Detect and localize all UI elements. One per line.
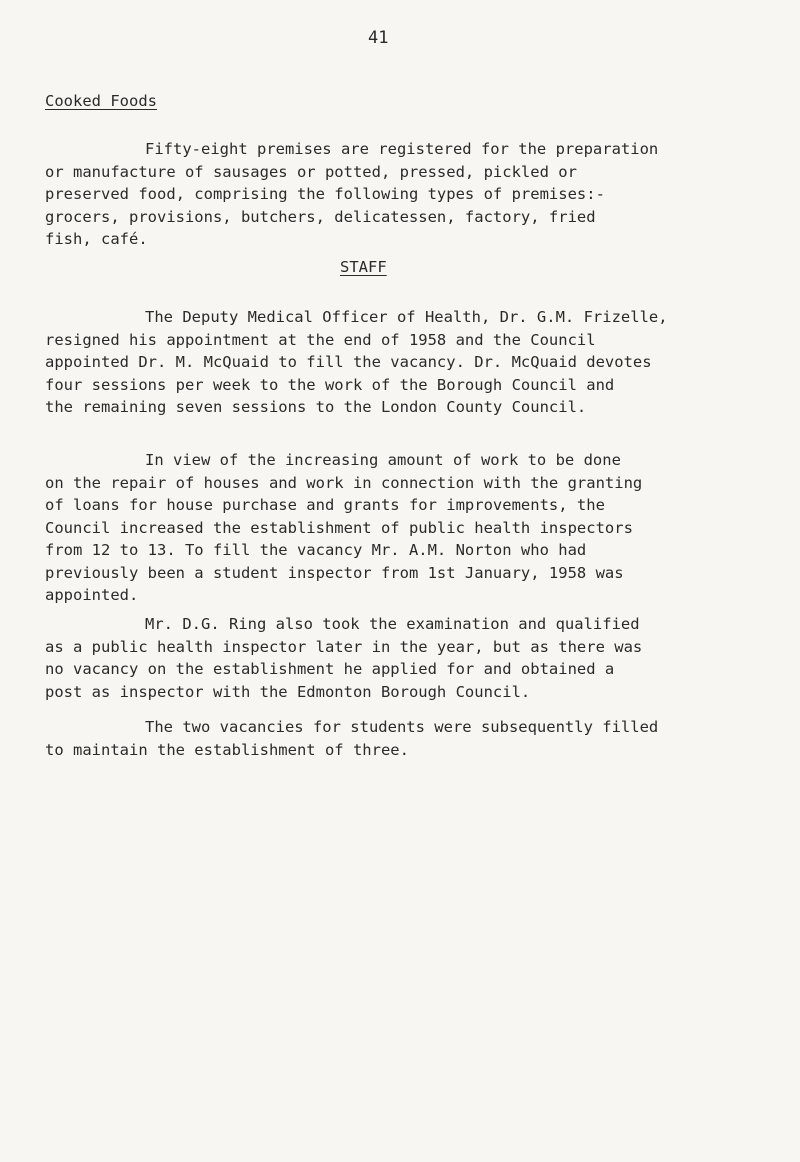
- paragraph-staff-students: The two vacancies for students were subsequently filled to maintain the establishment of three.: [45, 718, 659, 759]
- paragraph-staff-deputy-moh: The Deputy Medical Officer of Health, Dr. G.M. Frizelle, resigned his appointment at the end of 1958 and the Council appointed Dr. M. McQuaid to fill the vacancy. Dr. McQuaid devotes four sessions per week to the work of the Borough Council and the remaining seven sessions to the London County Council.: [45, 308, 668, 416]
- page-number: 41: [368, 28, 389, 48]
- section-heading-cooked-foods: Cooked Foods: [45, 92, 157, 110]
- section-heading-staff: STAFF: [340, 258, 387, 276]
- paragraph-staff-ring: Mr. D.G. Ring also took the examination and qualified as a public health inspector later in the year, but as there was no vacancy on the establishment he applied for and obtained a post as inspector with the Edmonton Borough Council.: [45, 615, 643, 701]
- paragraph-cooked-foods: Fifty-eight premises are registered for the preparation or manufacture of sausages or potted, pressed, pickled or preserved food, comprising the following types of premises:- grocers, provisions, butchers, delicatessen, factory, fried fish, café.: [45, 140, 659, 248]
- paragraph-staff-inspectors: In view of the increasing amount of work to be done on the repair of houses and work in connection with the granting of loans for house purchase and grants for improvements, the Council increased the establishment of public health inspectors from 12 to 13. To fill the vacancy Mr. A.M. Norton who had previously been a student inspector from 1st January, 1958 was appointed.: [45, 451, 643, 604]
